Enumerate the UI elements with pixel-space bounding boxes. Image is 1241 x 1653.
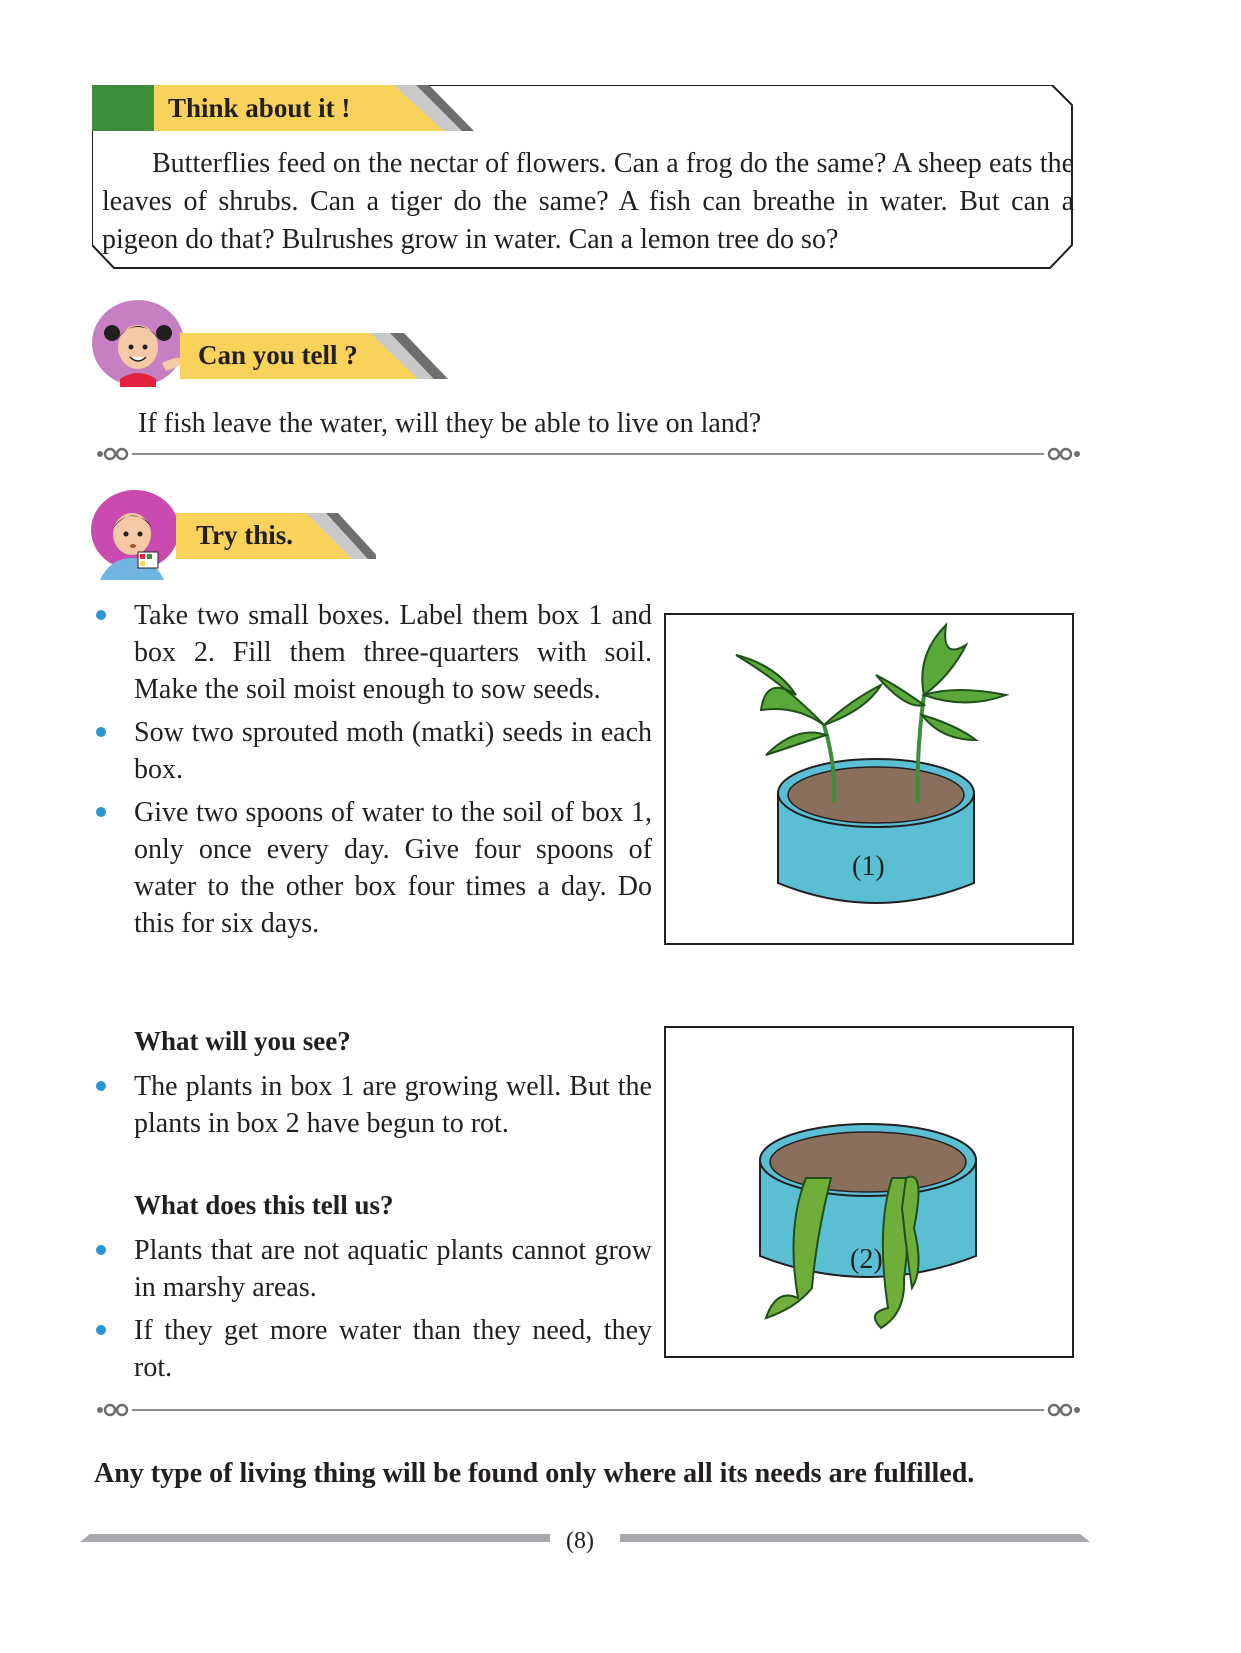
can-you-tell-title: Can you tell ? [198,340,358,370]
bullet-icon [96,1081,106,1091]
list-item: The plants in box 1 are growing well. But the plants in box 2 have begun to rot. [92,1068,652,1142]
bullet-icon [96,727,106,737]
section-divider [92,1402,1084,1418]
boy-avatar-icon [90,488,185,580]
think-about-it-box [92,85,1082,280]
green-marker [92,85,154,131]
section-divider [92,446,1084,462]
try-this-steps [92,597,652,948]
conclusion-statement: Any type of living thing will be found only where all its needs are fulfilled. [94,1458,975,1489]
list-item: Plants that are not aquatic plants cannot grow in marshy areas. [92,1232,652,1306]
healthy-plants-pot-illustration [666,615,1072,943]
think-text: Butterflies feed on the nectar of flowers. Can a frog do the same? A sheep eats the leaves of shrubs. Can a tiger do the same? A fish can breathe in water. But can a pigeon do that? Bulrushes grow in water. Can a lemon tree do so? [102,148,1074,255]
rotting-plants-pot-illustration [666,1028,1072,1356]
try-this-title: Try this. [196,520,294,550]
think-paragraph [102,145,1074,259]
list-item: If they get more water than they need, they rot. [92,1312,652,1386]
tell-list [92,1232,652,1392]
see-list [92,1068,652,1148]
bullet-icon [96,610,106,620]
figure-box-2 [664,1026,1074,1358]
list-item: Sow two sprouted moth (matki) seeds in each box. [92,714,652,788]
bullet-icon [96,1325,106,1335]
figure-1-label: (1) [852,851,885,882]
what-will-you-see-heading: What will you see? [134,1026,351,1056]
think-title: Think about it ! [168,93,351,123]
list-item: Give two spoons of water to the soil of box 1, only once every day. Give four spoons of water to the other box four times a day. Do this for six days. [92,794,652,942]
bullet-icon [96,807,106,817]
girl-avatar-icon [90,297,190,389]
bullet-icon [96,1245,106,1255]
figure-box-1 [664,613,1074,945]
can-you-tell-question: If fish leave the water, will they be able to live on land? [138,408,762,439]
list-item: Take two small boxes. Label them box 1 and box 2. Fill them three-quarters with soil. Make the soil moist enough to sow seeds. [92,597,652,708]
what-does-this-tell-heading: What does this tell us? [134,1190,394,1220]
page-number: (8) [566,1528,594,1554]
figure-2-label: (2) [850,1244,883,1275]
